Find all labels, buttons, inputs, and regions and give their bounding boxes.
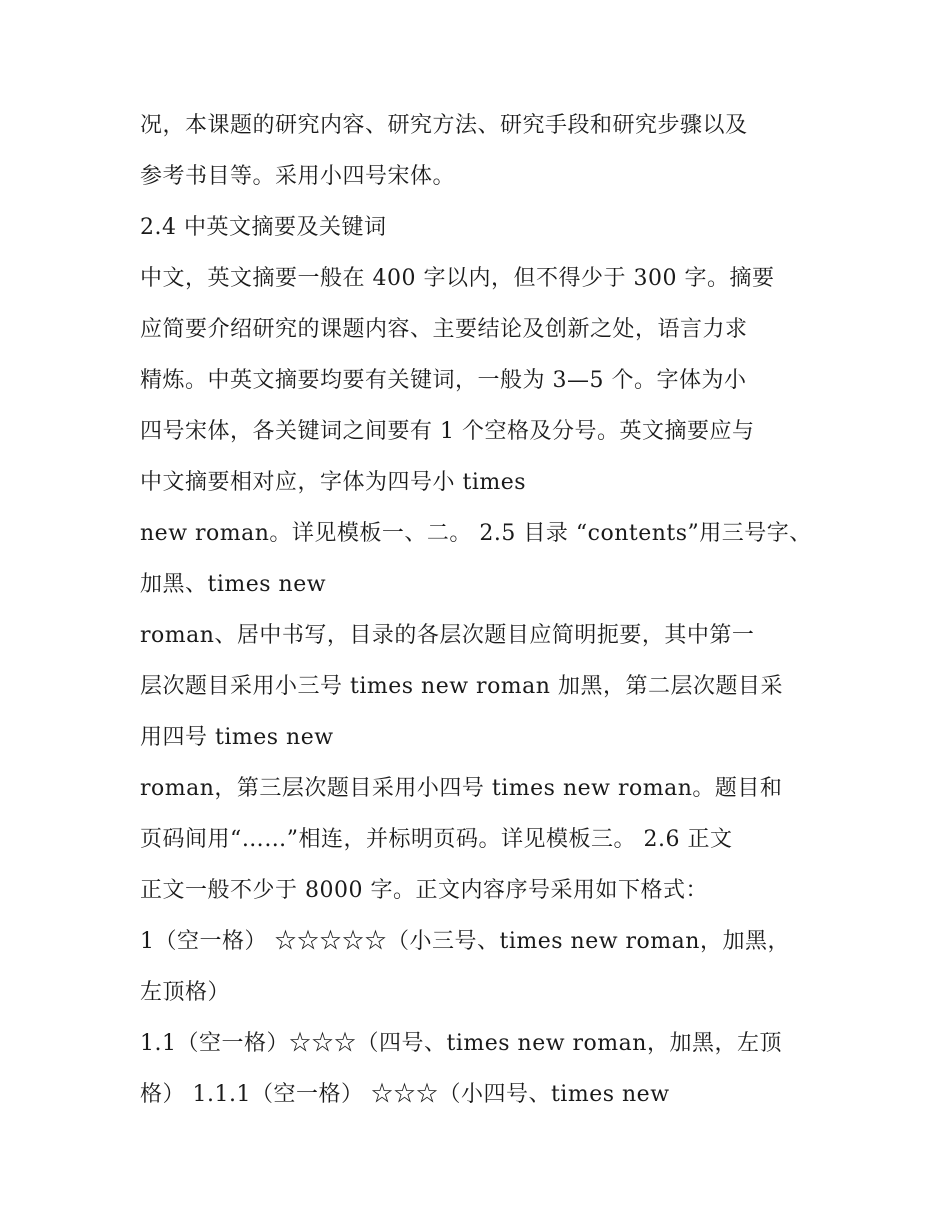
text-line: 正文一般不少于 8000 字。正文内容序号采用如下格式： (140, 878, 708, 903)
text-line: 1.1（空一格）☆☆☆（四号、times new roman，加黑，左顶 (140, 1031, 782, 1056)
text-line: 页码间用“……”相连，并标明页码。详见模板三。 2.6 正文 (140, 827, 733, 852)
text-line: 参考书目等。采用小四号宋体。 (140, 164, 456, 189)
text-line: 应简要介绍研究的课题内容、主要结论及创新之处，语言力求 (140, 317, 748, 342)
text-line: 加黑、times new (140, 572, 327, 597)
text-line: 四号宋体，各关键词之间要有 1 个空格及分号。英文摘要应与 (140, 419, 755, 444)
text-line: 1（空一格） ☆☆☆☆☆（小三号、times new roman，加黑， (140, 929, 790, 954)
text-line: 况，本课题的研究内容、研究方法、研究手段和研究步骤以及 (140, 113, 748, 138)
text-line: 左顶格） (140, 980, 231, 1005)
text-line: 用四号 times new (140, 725, 334, 750)
text-line: 精炼。中英文摘要均要有关键词，一般为 3—5 个。字体为小 (140, 368, 747, 393)
text-line: 格） 1.1.1（空一格） ☆☆☆（小四号、times new (140, 1082, 670, 1107)
text-line: roman，第三层次题目采用小四号 times new roman。题目和 (140, 776, 783, 801)
text-line: 中文，英文摘要一般在 400 字以内，但不得少于 300 字。摘要 (140, 266, 775, 291)
body-text (140, 100, 840, 1120)
text-line: 中文摘要相对应，字体为四号小 times (140, 470, 527, 495)
text-line: roman、居中书写，目录的各层次题目应简明扼要，其中第一 (140, 623, 755, 648)
text-line: 层次题目采用小三号 times new roman 加黑，第二层次题目采 (140, 674, 783, 699)
section-heading: 2.4 中英文摘要及关键词 (140, 215, 387, 240)
text-line: new roman。详见模板一、二。 2.5 目录 “contents”用三号字、 (140, 521, 812, 546)
